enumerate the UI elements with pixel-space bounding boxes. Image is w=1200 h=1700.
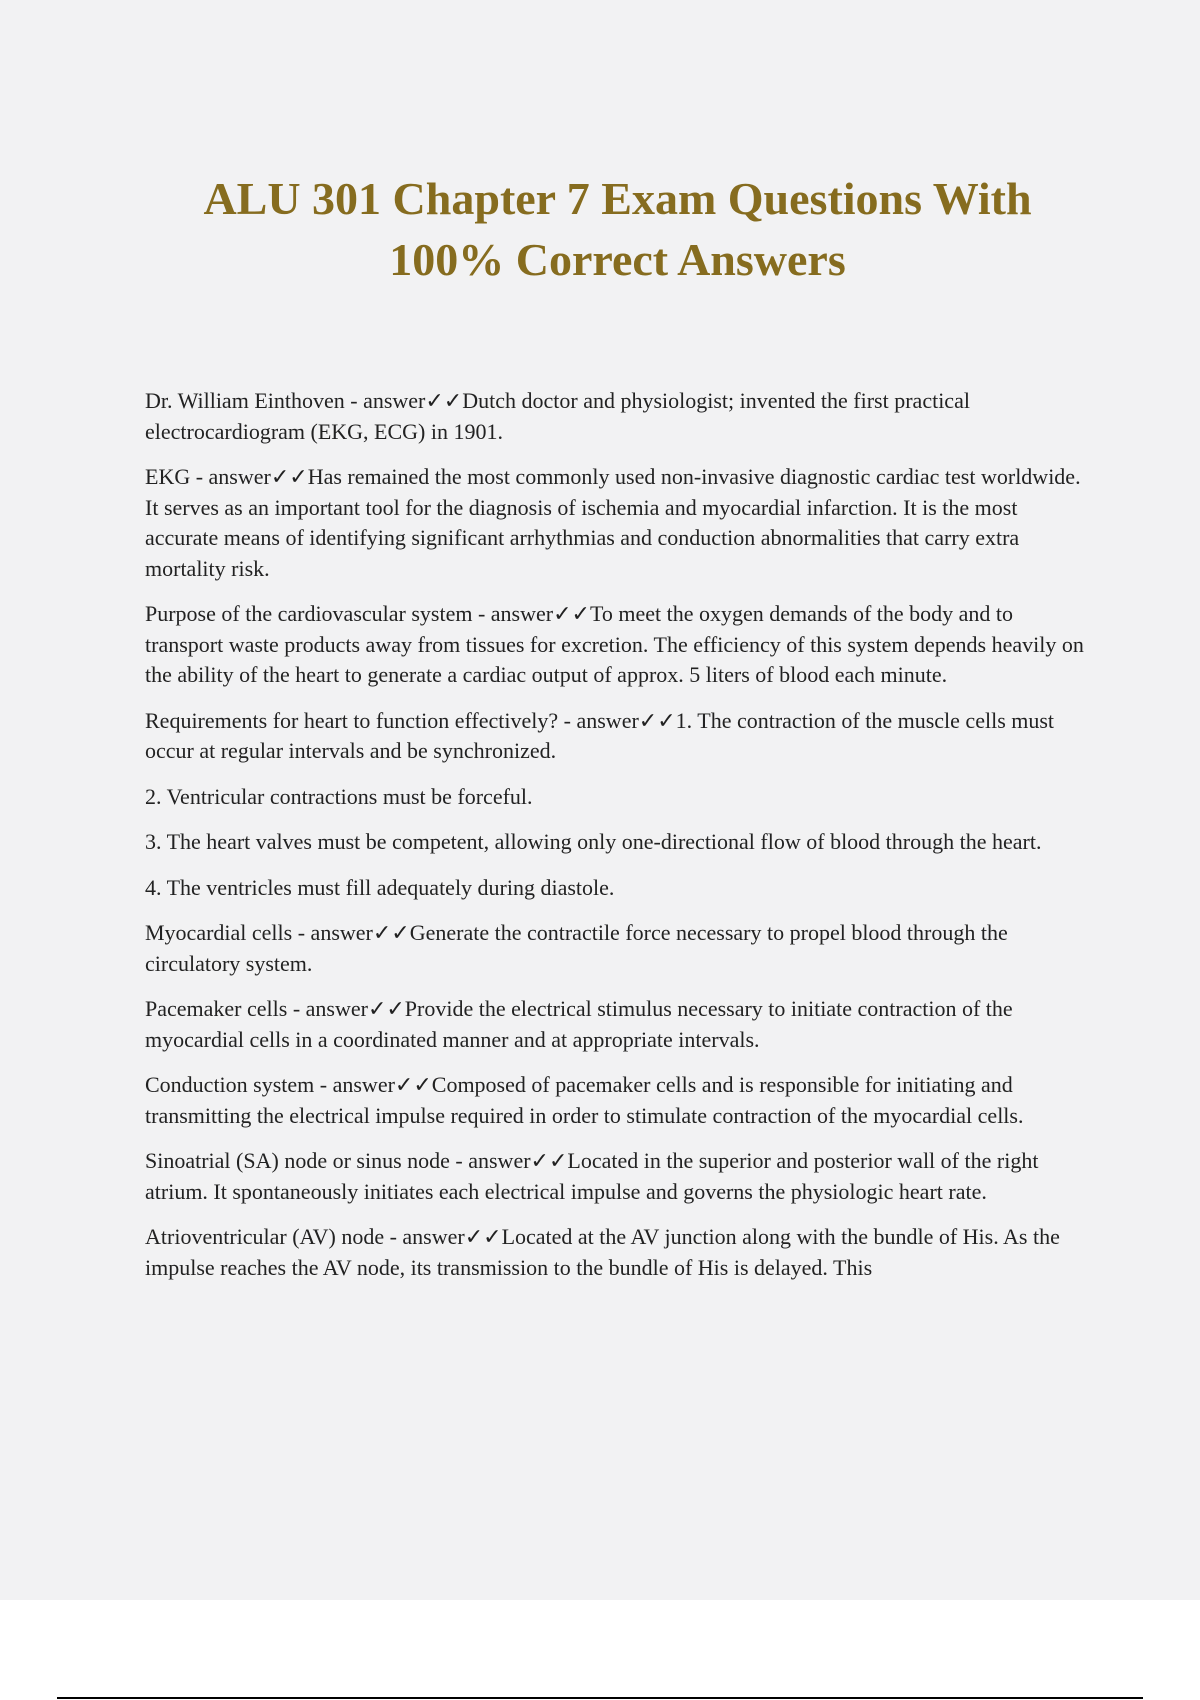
- paragraph-requirements: Requirements for heart to function effectively? - answer✓✓1. The contraction of the muscle cells must occur at regular intervals and be synchronized.: [145, 707, 1055, 763]
- paragraph-requirement-4: 4. The ventricles must fill adequately during diastole.: [145, 874, 615, 900]
- paragraph-ekg: EKG - answer✓✓Has remained the most commonly used non-invasive diagnostic cardiac test worldwide. It serves as an important tool for the diagnosis of ischemia and myocardial infarction. It is the most accurate means of identifying significant arrhythmias and conduction abnormalities that carry extra mortality risk.: [145, 464, 1081, 581]
- paragraph-cardiovascular-purpose: Purpose of the cardiovascular system - answer✓✓To meet the oxygen demands of the body and to transport waste products away from tissues for excretion. The efficiency of this system depends heavily on the ability of the heart to generate a cardiac output of approx. 5 liters of blood each minute.: [145, 601, 1084, 687]
- page-title: [100, 168, 1135, 290]
- bottom-divider: [57, 1697, 1143, 1699]
- paragraph-myocardial-cells: Myocardial cells - answer✓✓Generate the contractile force necessary to propel blood through the circulatory system.: [145, 920, 1008, 976]
- paragraph-sa-node: Sinoatrial (SA) node or sinus node - answer✓✓Located in the superior and posterior wall of the right atrium. It spontaneously initiates each electrical impulse and governs the physiologic heart rate.: [145, 1148, 1039, 1204]
- paragraph-requirement-3: 3. The heart valves must be competent, allowing only one-directional flow of blood through the heart.: [145, 829, 1042, 854]
- title-line: ALU 301 Chapter 7 Exam Questions With: [203, 173, 1032, 224]
- paragraph-conduction-system: Conduction system - answer✓✓Composed of pacemaker cells and is responsible for initiating and transmitting the electrical impulse required in order to stimulate contraction of the myocardial cells.: [145, 1072, 1024, 1128]
- paragraph-av-node: Atrioventricular (AV) node - answer✓✓Located at the AV junction along with the bundle of His. As the impulse reaches the AV node, its transmission to the bundle of His is delayed. This: [145, 1224, 1060, 1280]
- paragraph-requirement-2: 2. Ventricular contractions must be forceful.: [145, 783, 533, 809]
- document-body: [145, 386, 1095, 1298]
- paragraph-pacemaker-cells: Pacemaker cells - answer✓✓Provide the electrical stimulus necessary to initiate contraction of the myocardial cells in a coordinated manner and at appropriate intervals.: [145, 996, 1013, 1052]
- paragraph-einthoven: Dr. William Einthoven - answer✓✓Dutch doctor and physiologist; invented the first practical electrocardiogram (EKG, ECG) in 1901.: [145, 388, 970, 444]
- title-line: 100% Correct Answers: [389, 234, 846, 285]
